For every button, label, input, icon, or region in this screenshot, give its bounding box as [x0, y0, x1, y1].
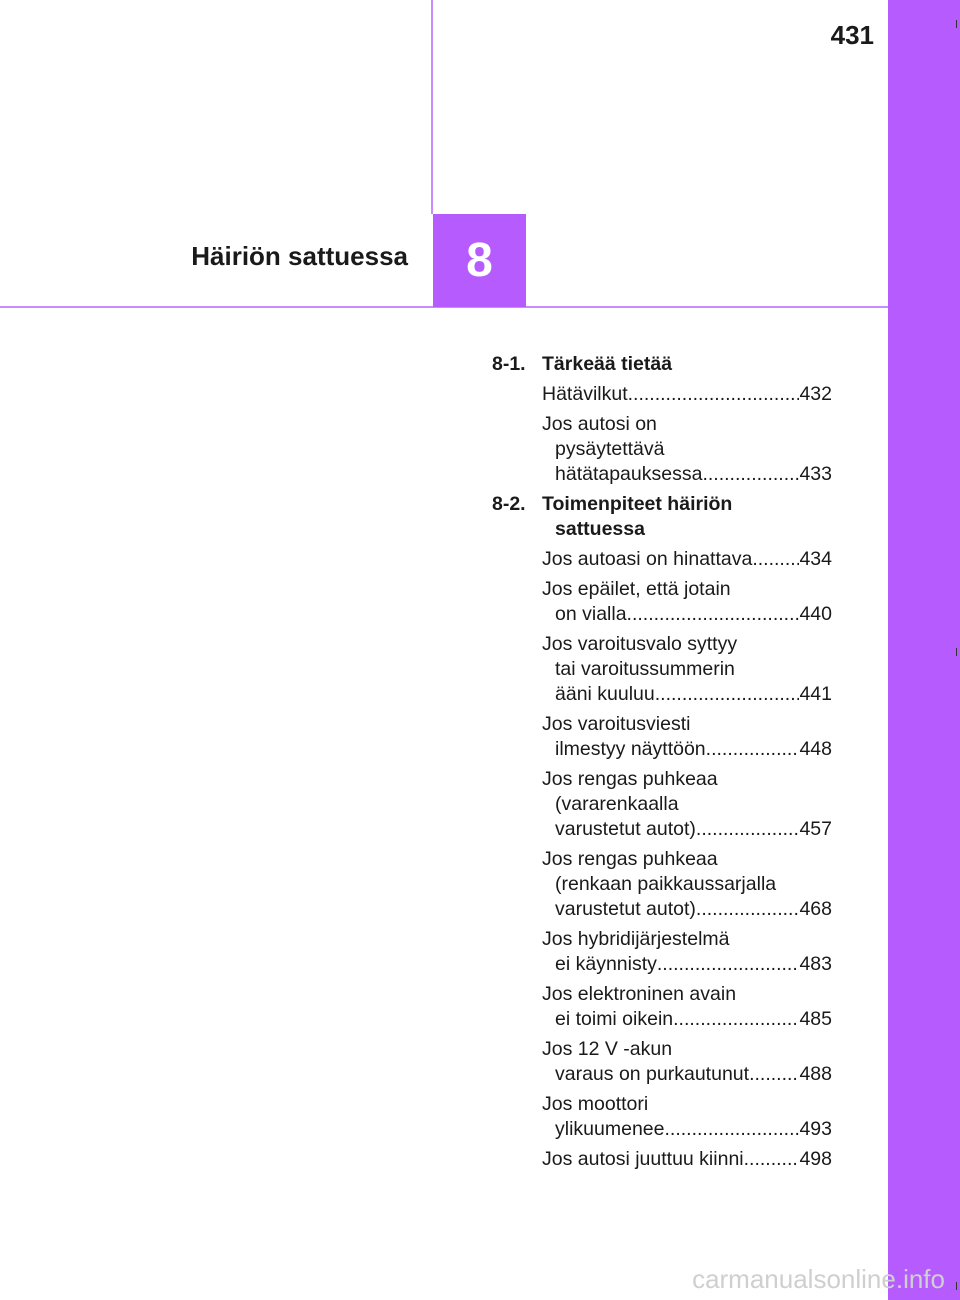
section-title	[542, 492, 832, 542]
entry-text-line: Hätävilkut	[542, 383, 628, 405]
watermark: carmanualsonline.info	[692, 1264, 945, 1294]
entry-last-line	[542, 682, 832, 707]
entry-text-line: Jos moottori	[542, 1093, 649, 1115]
toc-entry[interactable]	[542, 1092, 832, 1142]
entry-page-number: 448	[799, 738, 832, 760]
section-title-line: Tärkeää tietää	[542, 353, 673, 375]
entry-text-line: ei toimi oikein	[555, 1008, 674, 1030]
entry-last-line	[542, 952, 832, 977]
entry-page-number: 468	[799, 898, 832, 920]
leader-dots	[657, 952, 800, 977]
entry-text-line: on vialla	[555, 603, 627, 625]
leader-dots	[696, 897, 800, 922]
section-number: 8-2.	[492, 493, 526, 515]
leader-dots	[752, 547, 799, 572]
toc-entry[interactable]	[542, 927, 832, 977]
chapter-side-bar	[888, 0, 960, 1300]
crop-mark	[956, 1282, 957, 1290]
entry-last-line	[542, 1007, 832, 1032]
entry-last-line	[542, 602, 832, 627]
entry-page-number: 440	[799, 603, 832, 625]
entry-text-line: (vararenkaalla	[555, 793, 679, 815]
entry-page-number: 485	[799, 1008, 832, 1030]
leader-dots	[702, 462, 799, 487]
entry-text-line: Jos varoitusviesti	[542, 713, 691, 735]
entry-text-line: Jos hybridijärjestelmä	[542, 928, 730, 950]
entry-page-number: 432	[799, 383, 832, 405]
entry-page-number: 433	[799, 463, 832, 485]
entry-text-line: varustetut autot)	[555, 818, 696, 840]
section-heading	[492, 352, 832, 377]
toc-entry[interactable]	[542, 547, 832, 572]
entry-text-line: Jos autoasi on hinattava	[542, 548, 753, 570]
entry-text-line: Jos varoitusvalo syttyy	[542, 633, 738, 655]
toc-entry[interactable]	[542, 577, 832, 627]
entry-page-number: 488	[799, 1063, 832, 1085]
leader-dots	[673, 1007, 799, 1032]
leader-dots	[749, 1062, 799, 1087]
entry-last-line	[542, 1062, 832, 1087]
vertical-rule	[431, 0, 433, 214]
entry-text-line: Jos autosi juuttuu kiinni	[542, 1148, 744, 1170]
toc-entry[interactable]	[542, 1037, 832, 1087]
leader-dots	[628, 382, 800, 407]
entry-text-line: ääni kuuluu	[555, 683, 655, 705]
entry-text-line: (renkaan paikkaussarjalla	[555, 873, 777, 895]
table-of-contents	[492, 352, 832, 1177]
toc-entry[interactable]	[542, 847, 832, 922]
toc-entry[interactable]	[542, 767, 832, 842]
entry-text-line: varaus on purkautunut	[555, 1063, 750, 1085]
entry-text-line: Jos elektroninen avain	[542, 983, 737, 1005]
entry-text-line: tai varoitussummerin	[555, 658, 735, 680]
section-heading	[492, 492, 832, 542]
entry-text-line: Jos rengas puhkeaa	[542, 848, 718, 870]
leader-dots	[706, 737, 800, 762]
crop-mark	[956, 648, 957, 656]
chapter-title: Häiriön sattuessa	[191, 241, 408, 271]
leader-dots	[655, 682, 800, 707]
chapter-number: 8	[466, 234, 493, 287]
toc-section	[492, 492, 832, 1172]
chapter-number-box	[433, 214, 526, 307]
leader-dots	[744, 1147, 800, 1172]
entry-text-line: hätätapauksessa	[555, 463, 703, 485]
entry-last-line	[542, 737, 832, 762]
section-title	[542, 352, 832, 377]
section-title-line: Toimenpiteet häiriön	[542, 493, 733, 515]
leader-dots	[696, 817, 800, 842]
entry-last-line	[542, 817, 832, 842]
leader-dots	[627, 602, 800, 627]
entry-last-line	[542, 382, 832, 407]
toc-entry[interactable]	[542, 1147, 832, 1172]
toc-entry[interactable]	[542, 982, 832, 1032]
entry-text-line: Jos autosi on	[542, 413, 657, 435]
entry-text-line: Jos 12 V -akun	[542, 1038, 673, 1060]
entry-page-number: 457	[799, 818, 832, 840]
entry-text-line: ei käynnisty	[555, 953, 657, 975]
entry-last-line	[542, 1147, 832, 1172]
entry-text-line: varustetut autot)	[555, 898, 696, 920]
entry-last-line	[542, 897, 832, 922]
entry-last-line	[542, 462, 832, 487]
toc-entry[interactable]	[542, 382, 832, 407]
entry-text-line: Jos epäilet, että jotain	[542, 578, 731, 600]
page-number: 431	[830, 20, 874, 50]
entry-page-number: 483	[799, 953, 832, 975]
entry-page-number: 498	[799, 1148, 832, 1170]
entry-page-number: 493	[799, 1118, 832, 1140]
toc-entry[interactable]	[542, 632, 832, 707]
entry-last-line	[542, 1117, 832, 1142]
toc-entry[interactable]	[542, 712, 832, 762]
entry-page-number: 434	[799, 548, 832, 570]
crop-mark	[956, 20, 957, 28]
toc-entry[interactable]	[542, 412, 832, 487]
entry-text-line: ilmestyy näyttöön	[555, 738, 706, 760]
toc-section	[492, 352, 832, 487]
entry-text-line: ylikuumenee	[555, 1118, 665, 1140]
section-number: 8-1.	[492, 353, 526, 375]
section-title-line: sattuessa	[555, 518, 645, 540]
leader-dots	[664, 1117, 799, 1142]
entry-text-line: pysäytettävä	[555, 438, 665, 460]
entry-page-number: 441	[799, 683, 832, 705]
entry-last-line	[542, 547, 832, 572]
entry-text-line: Jos rengas puhkeaa	[542, 768, 718, 790]
